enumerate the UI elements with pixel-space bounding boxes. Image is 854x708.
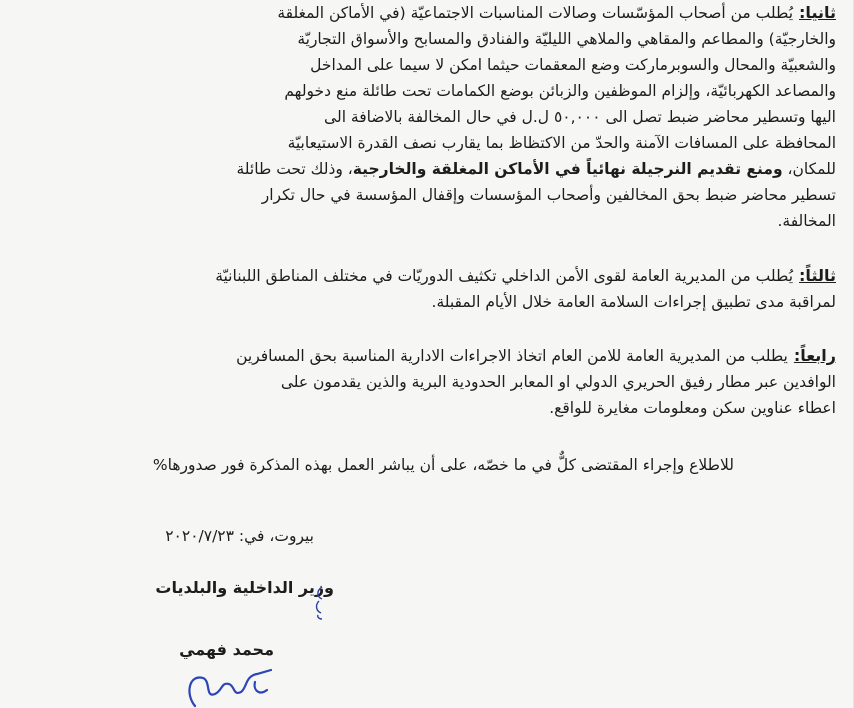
clause-second-line-3: والشعبيّة والمحال والسوبرماركت وضع المعقمات حيثما امكن لا سيما على المداخل xyxy=(310,56,836,74)
clause-fourth-label: رابعاً: xyxy=(793,346,836,365)
clause-second-line-7a: للمكان، xyxy=(782,160,836,178)
closing-paragraph: للاطلاع وإجراء المقتضى كلٌّ في ما خصّه، على أن يباشر العمل بهذه المذكرة فور صدورها% xyxy=(152,456,734,474)
clause-second-line-1 xyxy=(121,0,836,26)
clause-second-line-9: المخالفة. xyxy=(777,212,836,230)
clause-second-line-5: اليها وتسطير محاضر ضبط تصل الى ٥٠,٠٠٠ ل.ل في حال المخالفة بالاضافة الى xyxy=(324,108,836,126)
clause-second-line-2: والخارجيّة) والمطاعم والمقاهي والملاهي الليليّة والفنادق والمسابح والأسواق التجاريّة xyxy=(297,30,836,48)
clause-fourth xyxy=(111,343,836,421)
clause-second-line-7c: ، وذلك تحت طائلة xyxy=(236,160,353,178)
initial-mark-icon xyxy=(313,585,327,621)
clause-third-line-2: لمراقبة مدى تطبيق إجراءات السلامة العامة خلال الأيام المقبلة. xyxy=(431,293,836,311)
clause-second-line-8: تسطير محاضر ضبط بحق المخالفين وأصحاب المؤسسات وإقفال المؤسسة في حال تكرار xyxy=(261,186,836,204)
minister-name: محمد فهمي xyxy=(179,640,274,659)
clause-third-line-1 xyxy=(111,263,836,289)
clause-second-text-1: يُطلب من أصحاب المؤسّسات وصالات المناسبات الاجتماعيّة (في الأماكن المغلقة xyxy=(277,4,794,22)
clause-second-label: ثانيا: xyxy=(799,3,836,22)
clause-second xyxy=(121,0,836,234)
clause-fourth-line-2: الوافدين عبر مطار رفيق الحريري الدولي او المعابر الحدودية البرية والذين يقدمون على xyxy=(280,373,836,391)
clause-third-text-1: يُطلب من المديرية العامة لقوى الأمن الداخلي تكثيف الدوريّات في مختلف المناطق اللبنانيّة xyxy=(215,267,794,285)
signature-icon xyxy=(175,664,285,708)
clause-fourth-text-1: يطلب من المديرية العامة للامن العام اتخاذ الاجراءات الادارية المناسبة بحق المسافرين xyxy=(236,347,788,365)
date-line: بيروت، في: ٢٠٢٠/٧/٢٣ xyxy=(165,527,314,545)
clause-third-label: ثالثاً: xyxy=(799,266,836,285)
clause-second-line-7 xyxy=(121,156,836,182)
clause-second-hookah-ban: ومنع تقديم النرجيلة نهائياً في الأماكن المغلقة والخارجية xyxy=(352,160,783,178)
clause-second-line-6: المحافظة على المسافات الآمنة والحدّ من الاكتظاظ بما يقارب نصف القدرة الاستيعابيّة xyxy=(287,134,836,152)
clause-second-line-4: والمصاعد الكهربائيّة، وإلزام الموظفين والزبائن بوضع الكمامات تحت طائلة منع دخولهم xyxy=(284,82,836,100)
minister-title: وزير الداخلية والبلديات xyxy=(155,578,334,597)
clause-fourth-line-1 xyxy=(111,343,836,369)
clause-fourth-line-3: اعطاء عناوين سكن ومعلومات مغايرة للواقع. xyxy=(549,399,836,417)
clause-third xyxy=(111,263,836,315)
